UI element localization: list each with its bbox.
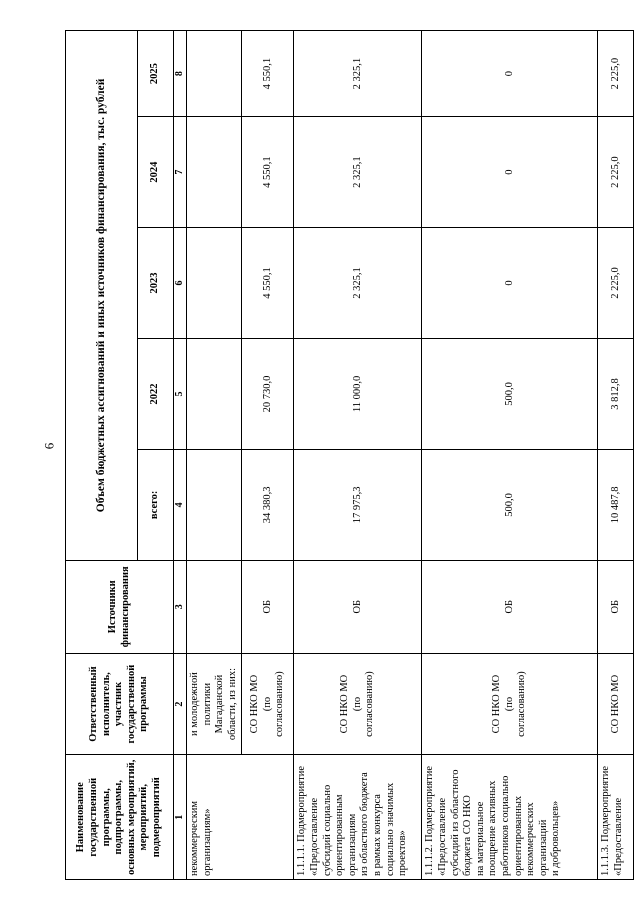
column-number: 4 xyxy=(174,449,187,560)
column-number: 5 xyxy=(174,338,187,449)
table-row xyxy=(294,31,422,880)
row-2024: 2 225,0 xyxy=(598,117,634,228)
row-source xyxy=(187,560,242,653)
header-2025: 2025 xyxy=(138,31,174,117)
row-name: 1.1.1.2. Подмероприятие «Предоставление субсидий из областного бюджета СО НКО на материальное поощрение активных работников социально ориентированных некоммерческих организаций и добровольцев» xyxy=(422,755,598,880)
header-2023: 2023 xyxy=(138,228,174,339)
row-2022: 20 730,0 xyxy=(242,338,294,449)
column-number: 1 xyxy=(174,755,187,880)
table-row xyxy=(422,31,598,880)
column-number-row xyxy=(174,31,187,880)
row-2023: 2 225,0 xyxy=(598,228,634,339)
row-2022 xyxy=(187,338,242,449)
row-2022: 3 812,8 xyxy=(598,338,634,449)
header-executor: Ответственный исполнитель, участник государственной программы xyxy=(66,653,174,755)
row-name: 1.1.1.3. Подмероприятие «Предоставление xyxy=(598,755,634,880)
row-2023 xyxy=(187,228,242,339)
header-volume: Объем бюджетных ассигнований и иных источников финансирования, тыс. рублей xyxy=(66,31,138,561)
row-source: ОБ xyxy=(422,560,598,653)
row-total: 500,0 xyxy=(422,449,598,560)
row-total: 34 380,3 xyxy=(242,449,294,560)
table-row xyxy=(187,31,242,880)
row-name: 1.1.1.1. Подмероприятие «Предоставление субсидий социально ориентированным организациям из областного бюджета в рамках конкурса социально значимых проектов» xyxy=(294,755,422,880)
rotated-table-wrapper xyxy=(65,30,624,880)
row-source: ОБ xyxy=(242,560,294,653)
row-2025: 2 225,0 xyxy=(598,31,634,117)
row-2024: 4 550,1 xyxy=(242,117,294,228)
header-2022: 2022 xyxy=(138,338,174,449)
header-source: Источники финансирования xyxy=(66,560,174,653)
column-number: 6 xyxy=(174,228,187,339)
row-executor: СО НКО МО xyxy=(598,653,634,755)
table-row xyxy=(242,31,294,880)
column-number: 3 xyxy=(174,560,187,653)
row-executor: СО НКО МО (по согласованию) xyxy=(294,653,422,755)
column-number: 8 xyxy=(174,31,187,117)
row-executor: СО НКО МО (по согласованию) xyxy=(422,653,598,755)
row-name: некоммерческим организациям» xyxy=(187,755,294,880)
row-2024: 2 325,1 xyxy=(294,117,422,228)
row-total: 10 487,8 xyxy=(598,449,634,560)
row-2023: 4 550,1 xyxy=(242,228,294,339)
column-number: 2 xyxy=(174,653,187,755)
header-row-1 xyxy=(66,31,138,880)
row-2023: 2 325,1 xyxy=(294,228,422,339)
header-2024: 2024 xyxy=(138,117,174,228)
row-2025 xyxy=(187,31,242,117)
row-total: 17 975,3 xyxy=(294,449,422,560)
row-2023: 0 xyxy=(422,228,598,339)
row-2024 xyxy=(187,117,242,228)
row-2024: 0 xyxy=(422,117,598,228)
row-2025: 2 325,1 xyxy=(294,31,422,117)
row-total xyxy=(187,449,242,560)
row-executor: и молодежной политики Магаданской области, из них: xyxy=(187,653,242,755)
row-executor: СО НКО МО (по согласованию) xyxy=(242,653,294,755)
row-source: ОБ xyxy=(598,560,634,653)
column-number: 7 xyxy=(174,117,187,228)
row-2025: 0 xyxy=(422,31,598,117)
header-total: всего: xyxy=(138,449,174,560)
financing-table xyxy=(65,30,634,880)
row-2022: 500,0 xyxy=(422,338,598,449)
row-2025: 4 550,1 xyxy=(242,31,294,117)
row-2022: 11 000,0 xyxy=(294,338,422,449)
header-name: Наименование государственной программы, подпрограммы, основных мероприятий, мероприятий, подмероприятий xyxy=(66,755,174,880)
page-number: 6 xyxy=(41,442,57,450)
table-row xyxy=(598,31,634,880)
row-source: ОБ xyxy=(294,560,422,653)
